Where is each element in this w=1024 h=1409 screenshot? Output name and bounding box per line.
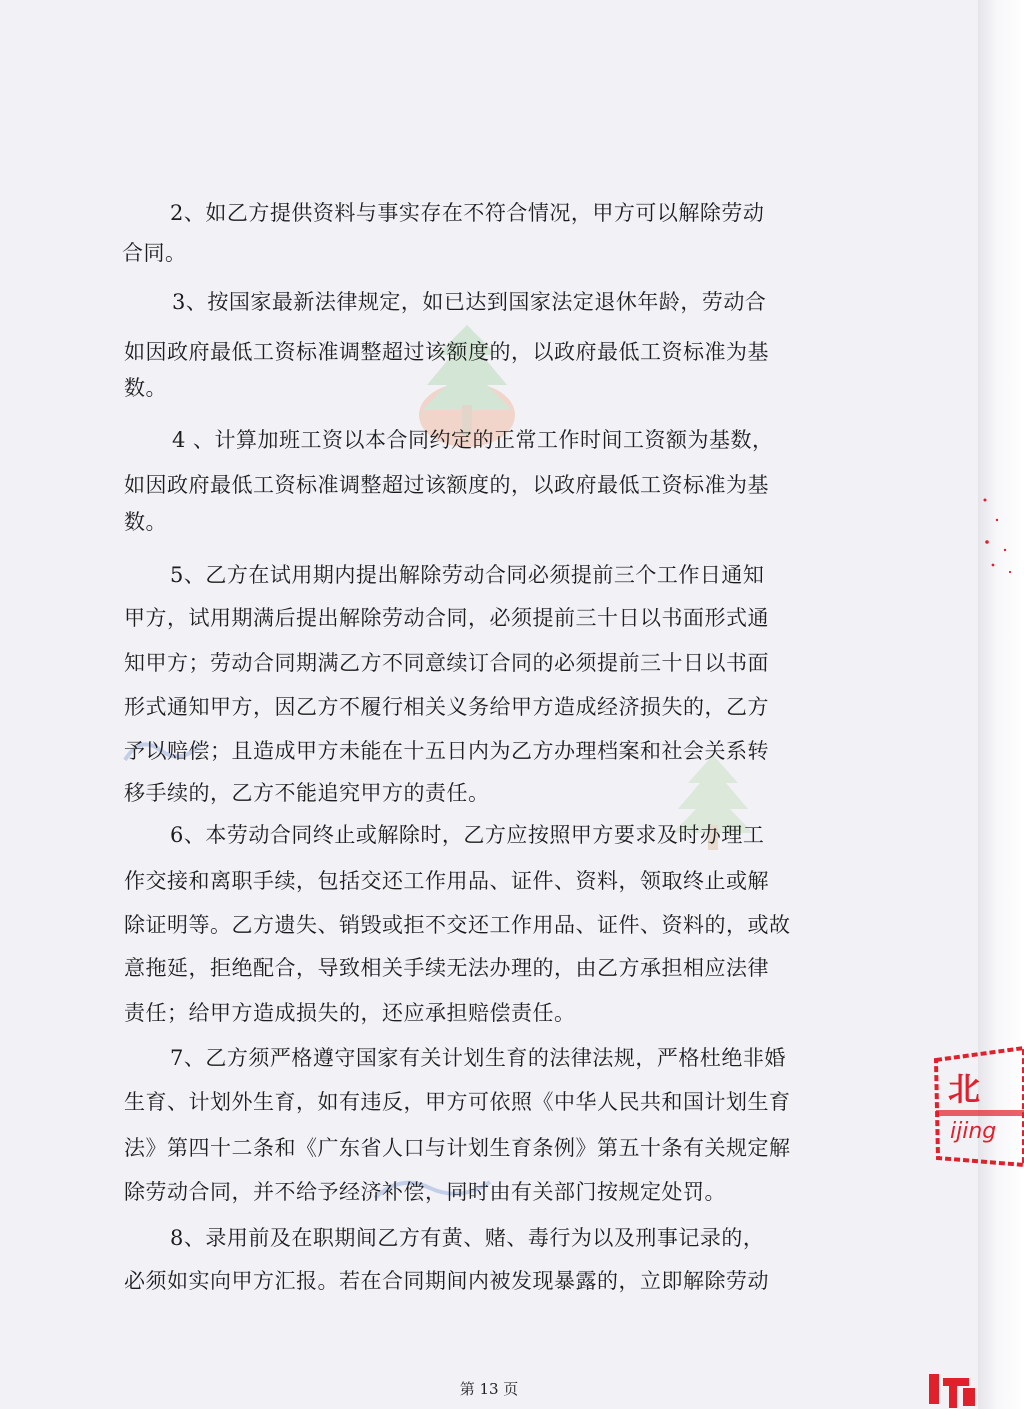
text-line-content: 予以赔偿；且造成甲方未能在十五日内为乙方办理档案和社会关系转 — [124, 739, 769, 763]
text-line — [0, 1177, 978, 1207]
text-line-content: 知甲方；劳动合同期满乙方不同意续订合同的必须提前三十日以书面 — [124, 651, 769, 675]
text-line-content: 除劳动合同，并不给予经济补偿，同时由有关部门按规定处罚。 — [124, 1180, 726, 1204]
text-line — [0, 1087, 978, 1117]
text-line — [0, 866, 978, 896]
text-line-content: 除证明等。乙方遗失、销毁或拒不交还工作用品、证件、资料的，或故 — [124, 913, 791, 937]
text-line-content: 必须如实向甲方汇报。若在合同期间内被发现暴露的，立即解除劳动 — [124, 1269, 769, 1293]
text-line-content: 作交接和离职手续，包括交还工作用品、证件、资料，领取终止或解 — [124, 869, 769, 893]
text-line — [0, 373, 978, 403]
page-edge-shadow — [978, 0, 1024, 1409]
text-line — [0, 1043, 978, 1073]
svg-text:ijing: ijing — [950, 1119, 997, 1144]
text-line — [0, 1266, 978, 1296]
svg-text:北: 北 — [948, 1070, 981, 1108]
text-line — [0, 287, 978, 317]
text-line — [0, 337, 978, 367]
text-line — [0, 560, 978, 590]
text-line-content: 甲方，试用期满后提出解除劳动合同，必须提前三十日以书面形式通 — [124, 606, 769, 630]
text-line — [0, 1133, 978, 1163]
text-line-content: 5、乙方在试用期内提出解除劳动合同必须提前三个工作日通知 — [170, 563, 765, 587]
red-seal-fragment-bottom — [925, 1370, 985, 1409]
page-number: 第 13 页 — [459, 1380, 519, 1398]
text-line-content: 如因政府最低工资标准调整超过该额度的，以政府最低工资标准为基 — [124, 340, 769, 364]
text-line-content: 3、按国家最新法律规定，如已达到国家法定退休年龄，劳动合 — [172, 290, 767, 314]
text-line — [0, 238, 978, 268]
text-line — [0, 736, 978, 766]
text-line-content: 生育、计划外生育，如有违反，甲方可依照《中华人民共和国计划生育 — [124, 1090, 791, 1114]
text-line — [0, 603, 978, 633]
text-line — [0, 953, 978, 983]
text-line — [0, 820, 978, 850]
text-line — [0, 910, 978, 940]
text-line-content: 责任；给甲方造成损失的，还应承担赔偿责任。 — [124, 1001, 576, 1025]
text-line — [0, 425, 978, 455]
text-line — [0, 198, 978, 228]
text-line — [0, 648, 978, 678]
text-line-content: 2、如乙方提供资料与事实存在不符合情况，甲方可以解除劳动 — [170, 201, 765, 225]
text-line — [0, 778, 978, 808]
text-line — [0, 507, 978, 537]
text-line-content: 数。 — [124, 510, 167, 534]
text-line-content: 6、本劳动合同终止或解除时，乙方应按照甲方要求及时办理工 — [170, 823, 765, 847]
text-line-content: 数。 — [124, 376, 167, 400]
text-line-content: 移手续的，乙方不能追究甲方的责任。 — [124, 781, 490, 805]
text-line — [0, 1223, 978, 1253]
red-seal-stamp — [928, 1040, 1024, 1170]
text-line-content: 如因政府最低工资标准调整超过该额度的，以政府最低工资标准为基 — [124, 473, 769, 497]
red-ink-specks — [975, 490, 1024, 590]
text-line-content: 7、乙方须严格遵守国家有关计划生育的法律法规，严格杜绝非婚 — [170, 1046, 786, 1070]
text-line — [0, 998, 978, 1028]
text-line-content: 法》第四十二条和《广东省人口与计划生育条例》第五十条有关规定解 — [124, 1136, 791, 1160]
text-line-content: 合同。 — [122, 241, 187, 265]
text-line — [0, 692, 978, 722]
text-line-content: 4 、计算加班工资以本合同约定的正常工作时间工资额为基数， — [172, 428, 774, 452]
text-line-content: 形式通知甲方，因乙方不履行相关义务给甲方造成经济损失的，乙方 — [124, 695, 769, 719]
text-line — [0, 470, 978, 500]
text-line-content: 8、录用前及在职期间乙方有黄、赌、毒行为以及刑事记录的， — [170, 1226, 765, 1250]
text-line-content: 意拖延，拒绝配合，导致相关手续无法办理的，由乙方承担相应法律 — [124, 956, 769, 980]
